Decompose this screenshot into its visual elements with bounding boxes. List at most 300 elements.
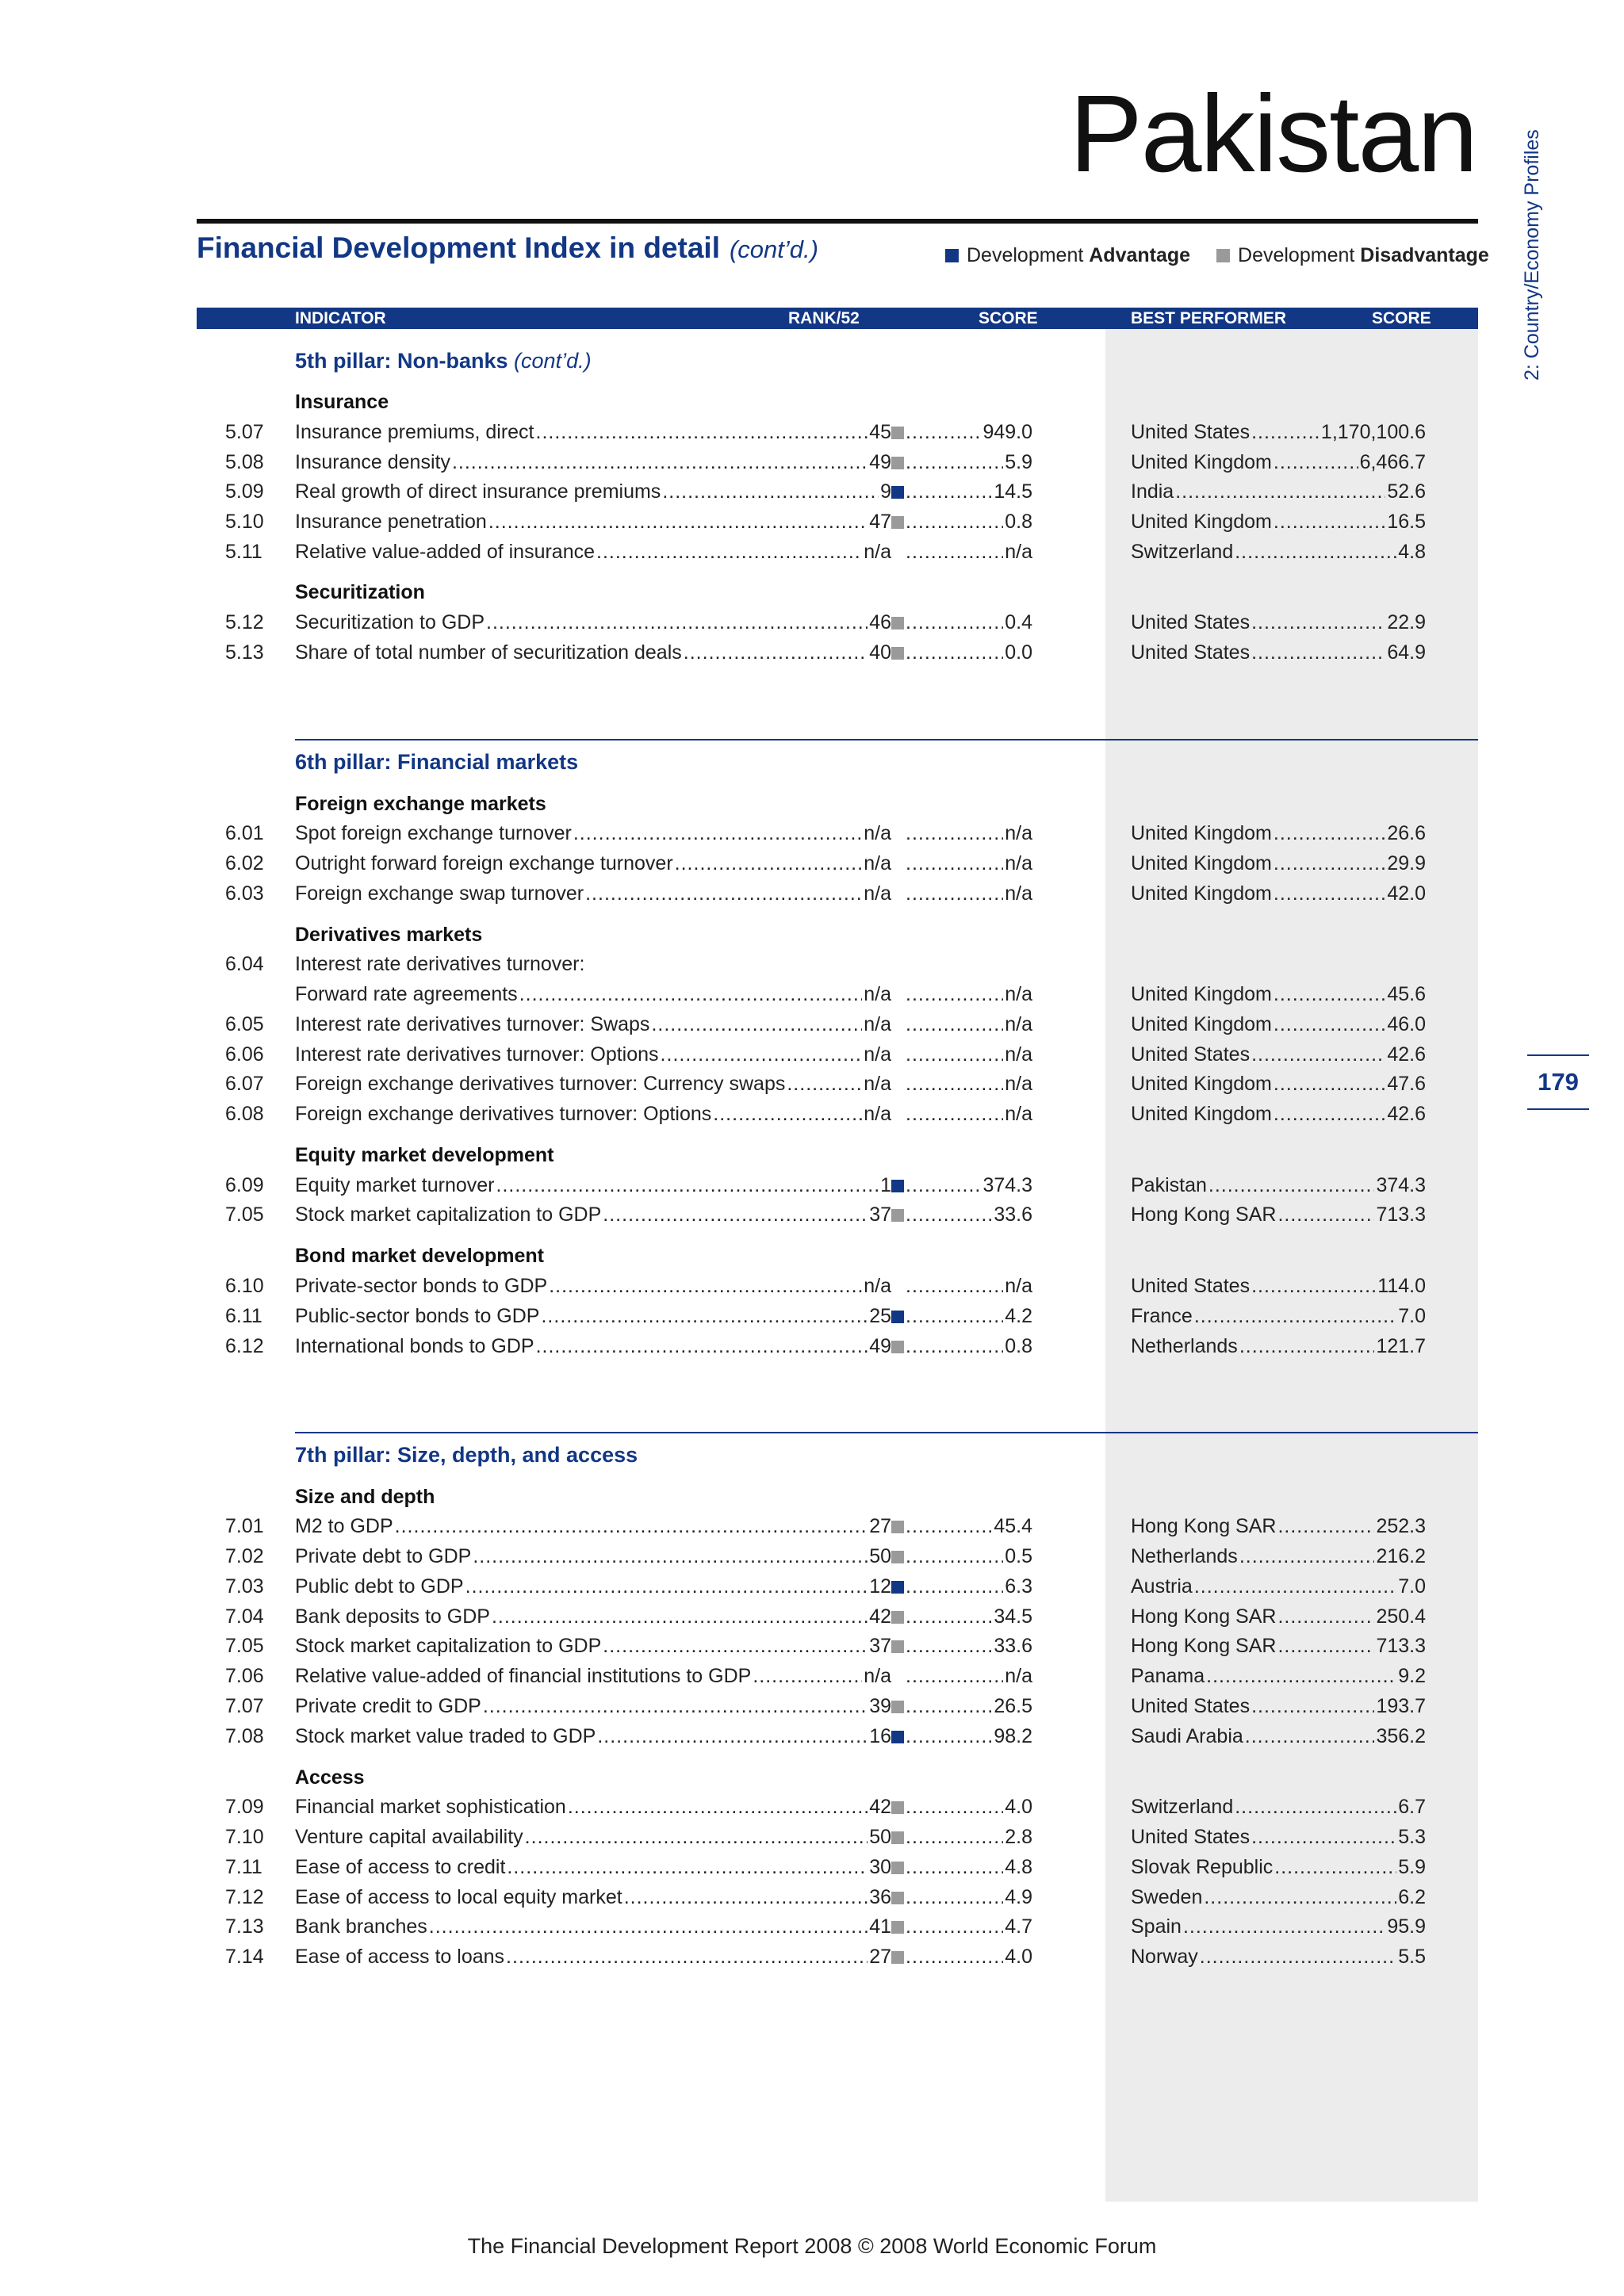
- dot-leader: [1206, 1665, 1396, 1688]
- dot-leader: [906, 611, 1003, 634]
- table-row: [0, 1796, 1624, 1826]
- best-performer-score: 374.3: [1376, 1174, 1426, 1196]
- advantage-square-icon: [891, 1581, 904, 1594]
- dot-leader: [536, 421, 868, 444]
- score-cell: [904, 1575, 1032, 1598]
- table-row: [0, 421, 1624, 451]
- dot-leader: [906, 1103, 1003, 1126]
- best-performer-score: 45.6: [1387, 983, 1426, 1005]
- dot-leader: [1200, 1946, 1396, 1969]
- table-header: [197, 308, 1478, 329]
- dot-leader: [906, 1545, 1003, 1568]
- header-rank: RANK/52: [788, 309, 860, 327]
- indicator-label: Venture capital availability: [295, 1826, 523, 1848]
- dot-leader: [906, 1043, 1003, 1066]
- dot-leader: [1235, 541, 1396, 564]
- best-performer-cell: [1131, 1725, 1426, 1748]
- indicator-label: Stock market value traded to GDP: [295, 1725, 596, 1747]
- disadvantage-square-icon: [891, 516, 904, 529]
- best-performer-cell: [1131, 1073, 1426, 1096]
- table-row: [0, 1203, 1624, 1234]
- table-row: [0, 1043, 1624, 1073]
- indicator-label: Bank deposits to GDP: [295, 1605, 490, 1628]
- score-value: 0.0: [1005, 641, 1032, 664]
- dot-leader: [1277, 1515, 1374, 1538]
- best-performer-name: Norway: [1131, 1946, 1198, 1968]
- dot-leader: [506, 1946, 868, 1969]
- best-performer-score: 5.5: [1398, 1946, 1426, 1968]
- best-performer-score: 6.7: [1398, 1796, 1426, 1818]
- indicator-cell: [295, 1013, 891, 1036]
- table-row: [0, 1665, 1624, 1695]
- best-performer-cell: [1131, 1515, 1426, 1538]
- best-performer-cell: [1131, 822, 1426, 845]
- best-performer-name: United Kingdom: [1131, 822, 1272, 844]
- dot-leader: [662, 480, 879, 503]
- score-value: 33.6: [994, 1635, 1032, 1657]
- score-cell: [904, 983, 1032, 1006]
- best-performer-cell: [1131, 611, 1426, 634]
- score-value: 14.5: [994, 480, 1032, 503]
- row-number: 6.11: [225, 1305, 262, 1327]
- pillar-divider: [295, 1432, 1478, 1433]
- dot-leader: [1274, 1013, 1385, 1036]
- disadvantage-square-icon: [891, 1640, 904, 1653]
- legend-advantage-prefix: Development: [967, 244, 1090, 266]
- indicator-cell: [295, 1545, 891, 1568]
- indicator-label: Spot foreign exchange turnover: [295, 822, 572, 844]
- pillar-title-text: 7th pillar: Size, depth, and access: [295, 1443, 638, 1467]
- dot-leader: [1251, 1826, 1396, 1849]
- best-performer-cell: [1131, 1335, 1426, 1358]
- table-row: [0, 1946, 1624, 1976]
- dot-leader: [603, 1635, 868, 1658]
- rank-value: 16: [869, 1725, 891, 1747]
- score-cell: [904, 1665, 1032, 1688]
- indicator-cell: [295, 1305, 891, 1328]
- score-cell: [904, 882, 1032, 905]
- score-cell: [904, 1103, 1032, 1126]
- score-value: n/a: [1005, 882, 1032, 905]
- group-title: Size and depth: [295, 1486, 435, 1508]
- dot-leader: [906, 1946, 1003, 1969]
- best-performer-cell: [1131, 1575, 1426, 1598]
- indicator-cell: [295, 882, 891, 905]
- score-value: 5.9: [1005, 451, 1032, 473]
- row-number: 6.07: [225, 1073, 264, 1095]
- dot-leader: [541, 1305, 868, 1328]
- table-row: [0, 983, 1624, 1013]
- dot-leader: [1194, 1305, 1396, 1328]
- indicator-label: Public debt to GDP: [295, 1575, 464, 1598]
- disadvantage-square-icon: [891, 1611, 904, 1624]
- header-best-performer: BEST PERFORMER: [1131, 309, 1287, 327]
- best-performer-name: Saudi Arabia: [1131, 1725, 1243, 1747]
- dot-leader: [906, 511, 1003, 534]
- dot-leader: [1251, 641, 1385, 664]
- best-performer-name: United Kingdom: [1131, 983, 1272, 1005]
- score-cell: [904, 1335, 1032, 1358]
- row-number: 7.01: [225, 1515, 264, 1537]
- indicator-label: Ease of access to credit: [295, 1856, 506, 1878]
- row-number: 6.09: [225, 1174, 264, 1196]
- indicator-cell: [295, 1275, 891, 1298]
- section-title-text: Financial Development Index in detail: [197, 232, 720, 264]
- dot-leader: [1183, 1915, 1385, 1938]
- disadvantage-square-icon: [891, 647, 904, 660]
- disadvantage-square-icon: [1216, 249, 1230, 262]
- best-performer-cell: [1131, 1305, 1426, 1328]
- score-cell: [904, 852, 1032, 875]
- table-row: [0, 852, 1624, 882]
- indicator-label: Insurance density: [295, 451, 450, 473]
- score-value: 98.2: [994, 1725, 1032, 1747]
- row-number: 6.08: [225, 1103, 264, 1125]
- best-performer-cell: [1131, 480, 1426, 503]
- indicator-cell: [295, 451, 891, 474]
- disadvantage-square-icon: [891, 1209, 904, 1222]
- dot-leader: [1245, 1725, 1375, 1748]
- dot-leader: [906, 1335, 1003, 1358]
- row-number: 6.02: [225, 852, 264, 874]
- row-number: 6.12: [225, 1335, 264, 1357]
- table-row: [0, 611, 1624, 641]
- rank-value: n/a: [864, 1665, 891, 1687]
- indicator-cell: [295, 1665, 891, 1688]
- best-performer-name: Pakistan: [1131, 1174, 1207, 1196]
- best-performer-score: 7.0: [1398, 1305, 1426, 1327]
- table-row: [0, 480, 1624, 511]
- row-number: 7.14: [225, 1946, 264, 1968]
- best-performer-score: 216.2: [1376, 1545, 1426, 1567]
- table-row: [0, 1275, 1624, 1305]
- score-value: 0.8: [1005, 1335, 1032, 1357]
- table-row: [0, 511, 1624, 541]
- row-number: 6.04: [225, 953, 264, 975]
- dot-leader: [1251, 421, 1320, 444]
- advantage-square-icon: [945, 249, 959, 262]
- rank-value: 39: [869, 1695, 891, 1717]
- best-performer-cell: [1131, 1665, 1426, 1688]
- disadvantage-square-icon: [891, 617, 904, 629]
- dot-leader: [1274, 511, 1385, 534]
- dot-leader: [603, 1203, 868, 1226]
- score-cell: [904, 1073, 1032, 1096]
- score-cell: [904, 1886, 1032, 1909]
- indicator-label: Interest rate derivatives turnover: Swaps: [295, 1013, 650, 1035]
- dot-leader: [492, 1605, 868, 1628]
- rank-value: n/a: [864, 852, 891, 874]
- table-row: [0, 1575, 1624, 1605]
- rank-value: n/a: [864, 1043, 891, 1066]
- indicator-label: Foreign exchange swap turnover: [295, 882, 584, 905]
- disadvantage-square-icon: [891, 1831, 904, 1844]
- indicator-cell: [295, 1605, 891, 1628]
- best-performer-score: 26.6: [1387, 822, 1426, 844]
- indicator-label: Securitization to GDP: [295, 611, 485, 633]
- score-value: n/a: [1005, 1665, 1032, 1687]
- table-row: [0, 1886, 1624, 1916]
- rank-value: n/a: [864, 983, 891, 1005]
- score-value: 2.8: [1005, 1826, 1032, 1848]
- dot-leader: [1274, 822, 1385, 845]
- best-performer-score: 6,466.7: [1359, 451, 1426, 473]
- indicator-label: Share of total number of securitization deals: [295, 641, 682, 664]
- best-performer-cell: [1131, 1605, 1426, 1628]
- best-performer-name: United States: [1131, 1043, 1251, 1066]
- dot-leader: [661, 1043, 863, 1066]
- row-number: 5.09: [225, 480, 264, 503]
- indicator-label: Ease of access to loans: [295, 1946, 505, 1968]
- dot-leader: [395, 1515, 868, 1538]
- indicator-label: Public-sector bonds to GDP: [295, 1305, 540, 1327]
- dot-leader: [906, 1515, 992, 1538]
- indicator-cell: [295, 480, 891, 503]
- score-cell: [904, 1515, 1032, 1538]
- dot-leader: [1204, 1886, 1396, 1909]
- disadvantage-square-icon: [891, 1341, 904, 1353]
- best-performer-score: 7.0: [1398, 1575, 1426, 1598]
- table-row: [0, 1103, 1624, 1133]
- rank-value: 25: [869, 1305, 891, 1327]
- dot-leader: [1235, 1796, 1396, 1819]
- row-number: 7.04: [225, 1605, 264, 1628]
- rank-value: 27: [869, 1515, 891, 1537]
- best-performer-score: 5.9: [1398, 1856, 1426, 1878]
- table-row: [0, 1305, 1624, 1335]
- best-performer-name: Sweden: [1131, 1886, 1203, 1908]
- best-performer-cell: [1131, 983, 1426, 1006]
- group-title: Bond market development: [295, 1245, 544, 1267]
- dot-leader: [906, 1174, 981, 1197]
- group-title: Foreign exchange markets: [295, 793, 546, 815]
- indicator-label: Relative value-added of insurance: [295, 541, 596, 563]
- score-cell: [904, 822, 1032, 845]
- best-performer-score: 42.6: [1387, 1043, 1426, 1066]
- row-number: 7.05: [225, 1203, 264, 1226]
- dot-leader: [525, 1826, 868, 1849]
- legend-disadvantage-label: Disadvantage: [1360, 244, 1489, 266]
- dot-leader: [906, 1575, 1003, 1598]
- best-performer-score: 1,170,100.6: [1320, 421, 1426, 443]
- score-value: 4.9: [1005, 1886, 1032, 1908]
- dot-leader: [585, 882, 862, 905]
- dot-leader: [906, 1605, 992, 1628]
- indicator-cell: [295, 421, 891, 444]
- row-number: 7.12: [225, 1886, 264, 1908]
- score-value: n/a: [1005, 1013, 1032, 1035]
- dot-leader: [483, 1695, 868, 1718]
- rank-value: 45: [869, 421, 891, 443]
- indicator-label: Insurance penetration: [295, 511, 487, 533]
- dot-leader: [549, 1275, 862, 1298]
- legend-advantage-label: Advantage: [1089, 244, 1191, 266]
- best-performer-cell: [1131, 1796, 1426, 1819]
- disadvantage-square-icon: [891, 1801, 904, 1814]
- dot-leader: [597, 1725, 868, 1748]
- score-value: 0.5: [1005, 1545, 1032, 1567]
- indicator-label: Private credit to GDP: [295, 1695, 481, 1717]
- dot-leader: [906, 882, 1003, 905]
- dot-leader: [906, 1796, 1003, 1819]
- best-performer-score: 250.4: [1376, 1605, 1426, 1628]
- header-score: SCORE: [979, 309, 1038, 327]
- score-cell: [904, 1605, 1032, 1628]
- best-performer-score: 64.9: [1387, 641, 1426, 664]
- dot-leader: [573, 822, 862, 845]
- rank-value: n/a: [864, 1073, 891, 1095]
- dot-leader: [1277, 1203, 1374, 1226]
- disadvantage-square-icon: [891, 1892, 904, 1904]
- dot-leader: [473, 1545, 868, 1568]
- indicator-cell: [295, 1946, 891, 1969]
- indicator-cell: [295, 1515, 891, 1538]
- dot-leader: [624, 1886, 868, 1909]
- dot-leader: [753, 1665, 862, 1688]
- row-number: 7.05: [225, 1635, 264, 1657]
- dot-leader: [906, 421, 981, 444]
- best-performer-score: 9.2: [1398, 1665, 1426, 1687]
- best-performer-name: United States: [1131, 421, 1251, 443]
- indicator-label: Foreign exchange derivatives turnover: Currency swaps: [295, 1073, 786, 1095]
- score-cell: [904, 480, 1032, 503]
- rank-value: 9: [880, 480, 891, 503]
- dot-leader: [651, 1013, 862, 1036]
- indicator-cell: [295, 1073, 891, 1096]
- dot-leader: [906, 1275, 1003, 1298]
- dot-leader: [429, 1915, 868, 1938]
- best-performer-cell: [1131, 1915, 1426, 1938]
- best-performer-name: Switzerland: [1131, 541, 1234, 563]
- best-performer-name: United Kingdom: [1131, 852, 1272, 874]
- indicator-cell: [295, 511, 891, 534]
- indicator-cell: [295, 1915, 891, 1938]
- indicator-cell: [295, 641, 891, 664]
- dot-leader: [1175, 480, 1385, 503]
- disadvantage-square-icon: [891, 1521, 904, 1533]
- dot-leader: [906, 1725, 992, 1748]
- row-number: 6.06: [225, 1043, 264, 1066]
- rank-value: 36: [869, 1886, 891, 1908]
- row-number: 7.07: [225, 1695, 264, 1717]
- pillar-title: [295, 1443, 638, 1468]
- score-value: n/a: [1005, 983, 1032, 1005]
- score-value: 33.6: [994, 1203, 1032, 1226]
- best-performer-name: Hong Kong SAR: [1131, 1635, 1277, 1657]
- advantage-square-icon: [891, 486, 904, 499]
- page-footer: The Financial Development Report 2008 © 2008 World Economic Forum: [467, 2234, 1157, 2258]
- row-number: 7.09: [225, 1796, 264, 1818]
- best-performer-name: United Kingdom: [1131, 451, 1272, 473]
- best-performer-score: 47.6: [1387, 1073, 1426, 1095]
- pillar-title-text: 5th pillar: Non-banks: [295, 349, 508, 373]
- rank-value: 42: [869, 1605, 891, 1628]
- best-performer-name: Hong Kong SAR: [1131, 1605, 1277, 1628]
- pillar-title-text: 6th pillar: Financial markets: [295, 750, 579, 774]
- score-cell: [904, 1203, 1032, 1226]
- score-value: n/a: [1005, 1073, 1032, 1095]
- rank-value: 41: [869, 1915, 891, 1938]
- dot-leader: [906, 1305, 1003, 1328]
- disadvantage-square-icon: [891, 1951, 904, 1964]
- best-performer-name: United Kingdom: [1131, 511, 1272, 533]
- pillar-title: [295, 349, 592, 373]
- score-value: 4.0: [1005, 1796, 1032, 1818]
- indicator-label: Insurance premiums, direct: [295, 421, 534, 443]
- table-row: [0, 953, 1624, 983]
- pillar-divider: [295, 739, 1478, 740]
- score-cell: [904, 1013, 1032, 1036]
- score-value: 4.7: [1005, 1915, 1032, 1938]
- disadvantage-square-icon: [891, 457, 904, 469]
- table-row: [0, 1515, 1624, 1545]
- row-number: 6.03: [225, 882, 264, 905]
- best-performer-cell: [1131, 1203, 1426, 1226]
- best-performer-cell: [1131, 852, 1426, 875]
- dot-leader: [536, 1335, 868, 1358]
- rank-value: 12: [869, 1575, 891, 1598]
- score-cell: [904, 1545, 1032, 1568]
- dot-leader: [1277, 1605, 1374, 1628]
- indicator-label: Relative value-added of financial institutions to GDP: [295, 1665, 752, 1687]
- score-cell: [904, 1796, 1032, 1819]
- score-cell: [904, 1856, 1032, 1879]
- pillar-title: [295, 750, 578, 775]
- best-performer-score: 713.3: [1376, 1635, 1426, 1657]
- dot-leader: [906, 822, 1003, 845]
- indicator-cell: [295, 1103, 891, 1126]
- indicator-label: Real growth of direct insurance premiums: [295, 480, 661, 503]
- indicator-cell: [295, 1203, 891, 1226]
- indicator-label: Outright forward foreign exchange turnover: [295, 852, 673, 874]
- score-cell: [904, 1275, 1032, 1298]
- score-value: n/a: [1005, 541, 1032, 563]
- best-performer-score: 5.3: [1398, 1826, 1426, 1848]
- indicator-cell: [295, 1575, 891, 1598]
- indicator-cell: [295, 1796, 891, 1819]
- table-row: [0, 1013, 1624, 1043]
- dot-leader: [1239, 1335, 1375, 1358]
- best-performer-name: Austria: [1131, 1575, 1193, 1598]
- dot-leader: [906, 852, 1003, 875]
- rank-value: n/a: [864, 1103, 891, 1125]
- score-cell: [904, 1305, 1032, 1328]
- dot-leader: [486, 611, 868, 634]
- best-performer-cell: [1131, 1856, 1426, 1879]
- best-performer-score: 6.2: [1398, 1886, 1426, 1908]
- indicator-cell: [295, 983, 891, 1006]
- indicator-label: Stock market capitalization to GDP: [295, 1635, 602, 1657]
- group-title: Access: [295, 1766, 365, 1789]
- group-title: Securitization: [295, 581, 425, 603]
- best-performer-score: 22.9: [1387, 611, 1426, 633]
- indicator-cell: [295, 1826, 891, 1849]
- best-performer-name: United Kingdom: [1131, 882, 1272, 905]
- indicator-label: Financial market sophistication: [295, 1796, 566, 1818]
- best-performer-score: 121.7: [1376, 1335, 1426, 1357]
- row-number: 5.11: [225, 541, 262, 563]
- indicator-cell: [295, 1335, 891, 1358]
- pillar-subtitle: (cont’d.): [514, 349, 592, 373]
- table-row: [0, 1174, 1624, 1204]
- indicator-cell: [295, 953, 891, 976]
- indicator-label: Ease of access to local equity market: [295, 1886, 622, 1908]
- indicator-label: Interest rate derivatives turnover: Options: [295, 1043, 659, 1066]
- dot-leader: [684, 641, 868, 664]
- best-performer-name: Netherlands: [1131, 1335, 1238, 1357]
- dot-leader: [906, 451, 1003, 474]
- row-number: 5.10: [225, 511, 264, 533]
